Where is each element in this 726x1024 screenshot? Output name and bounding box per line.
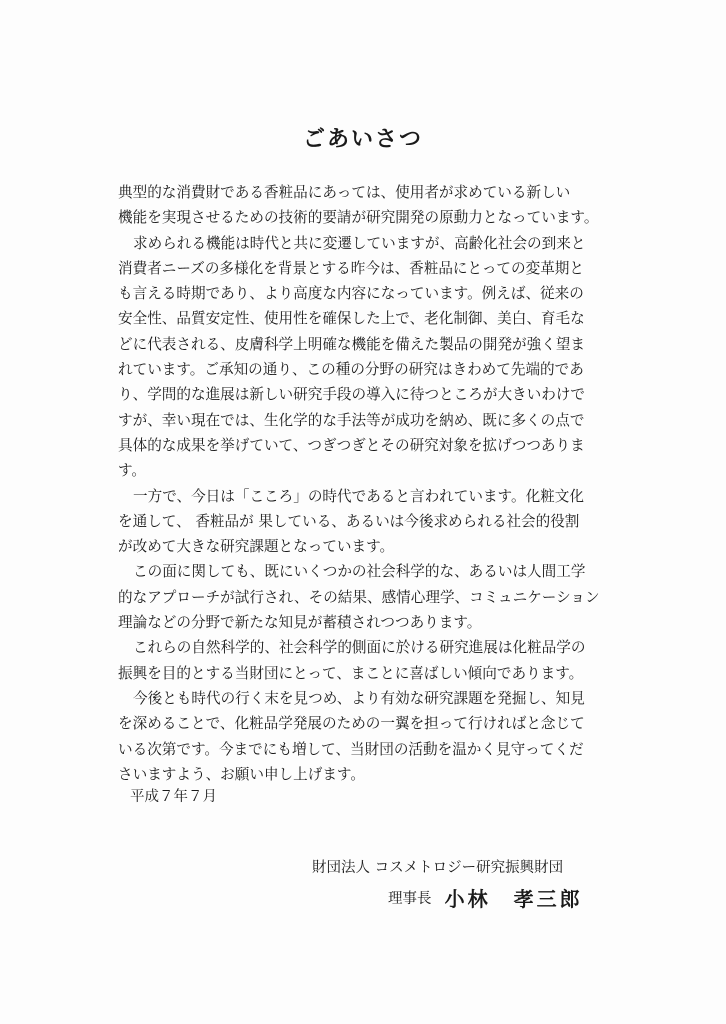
letter-body bbox=[118, 180, 618, 787]
body-line: が改めて大きな研究課題となっています。 bbox=[118, 538, 395, 556]
body-line: り、学問的な進展は新しい研究手段の導入に待つところが大きいわけで bbox=[118, 386, 586, 404]
body-line: 消費者ニーズの多様化を背景とする昨今は、香粧品にとっての変革期と bbox=[118, 259, 584, 277]
body-line: も言える時期であり、より高度な内容になっています。例えば、従来の bbox=[118, 285, 584, 303]
organization-name: 財団法人 コスメトロジー研究振興財団 bbox=[312, 860, 564, 876]
page-title: ごあいさつ bbox=[302, 126, 423, 152]
body-line: 求められる機能は時代と共に変遷していますが、高齢化社会の到来と bbox=[133, 234, 586, 252]
body-line: れています。ご承知の通り、この種の分野の研究はきわめて先端的であ bbox=[118, 361, 584, 379]
signer-name: 小林 孝三郎 bbox=[444, 887, 583, 911]
signature-block bbox=[388, 883, 583, 912]
body-line: す。 bbox=[118, 462, 147, 480]
signer-role: 理事長 bbox=[388, 891, 432, 907]
letter-date: 平成７年７月 bbox=[130, 789, 217, 805]
body-line: 具体的な成果を挙げていて、つぎつぎとその研究対象を拡げつつありま bbox=[118, 436, 585, 454]
body-line: 安全性、品質安定性、使用性を確保した上で、老化制御、美白、育毛な bbox=[118, 310, 585, 328]
body-line: この面に関しても、既にいくつかの社会科学的な、あるいは人間工学 bbox=[133, 563, 586, 581]
body-line: どに代表される、皮膚科学上明確な機能を備えた製品の開発が強く望ま bbox=[118, 335, 586, 353]
body-line: さいますよう、お願い申し上げます。 bbox=[118, 765, 365, 783]
body-line: 振興を目的とする当財団にとって、まことに喜ばしい傾向であります。 bbox=[118, 664, 584, 682]
body-line: を深めることで、化粧品学発展のための一翼を担って行ければと念じて bbox=[118, 715, 585, 733]
body-line: 典型的な消費財である香粧品にあっては、使用者が求めている新しい bbox=[118, 184, 571, 201]
body-line: すが、幸い現在では、生化学的な手法等が成功を納め、既に多くの点で bbox=[118, 411, 585, 429]
body-line: いる次第です。今までにも増して、当財団の活動を温かく見守ってくだ bbox=[118, 740, 584, 758]
body-line: 機能を実現させるための技術的要請が研究開発の原動力となっています。 bbox=[118, 209, 599, 227]
body-line: これらの自然科学的、社会科学的側面に於ける研究進展は化粧品学の bbox=[133, 639, 586, 657]
body-line: 一方で、今日は「こころ」の時代であると言われています。化粧文化 bbox=[133, 487, 584, 505]
body-line: 的なアプローチが試行され、その結果、感情心理学、コミュニケーション bbox=[118, 588, 600, 606]
body-line: 今後とも時代の行く末を見つめ、より有効な研究課題を発掘し、知見 bbox=[133, 689, 585, 707]
body-line: 理論などの分野で新たな知見が蓄積されつつあります。 bbox=[118, 614, 482, 632]
body-line: を通して、 香粧品が 果している、あるいは今後求められる社会的役割 bbox=[118, 512, 580, 530]
